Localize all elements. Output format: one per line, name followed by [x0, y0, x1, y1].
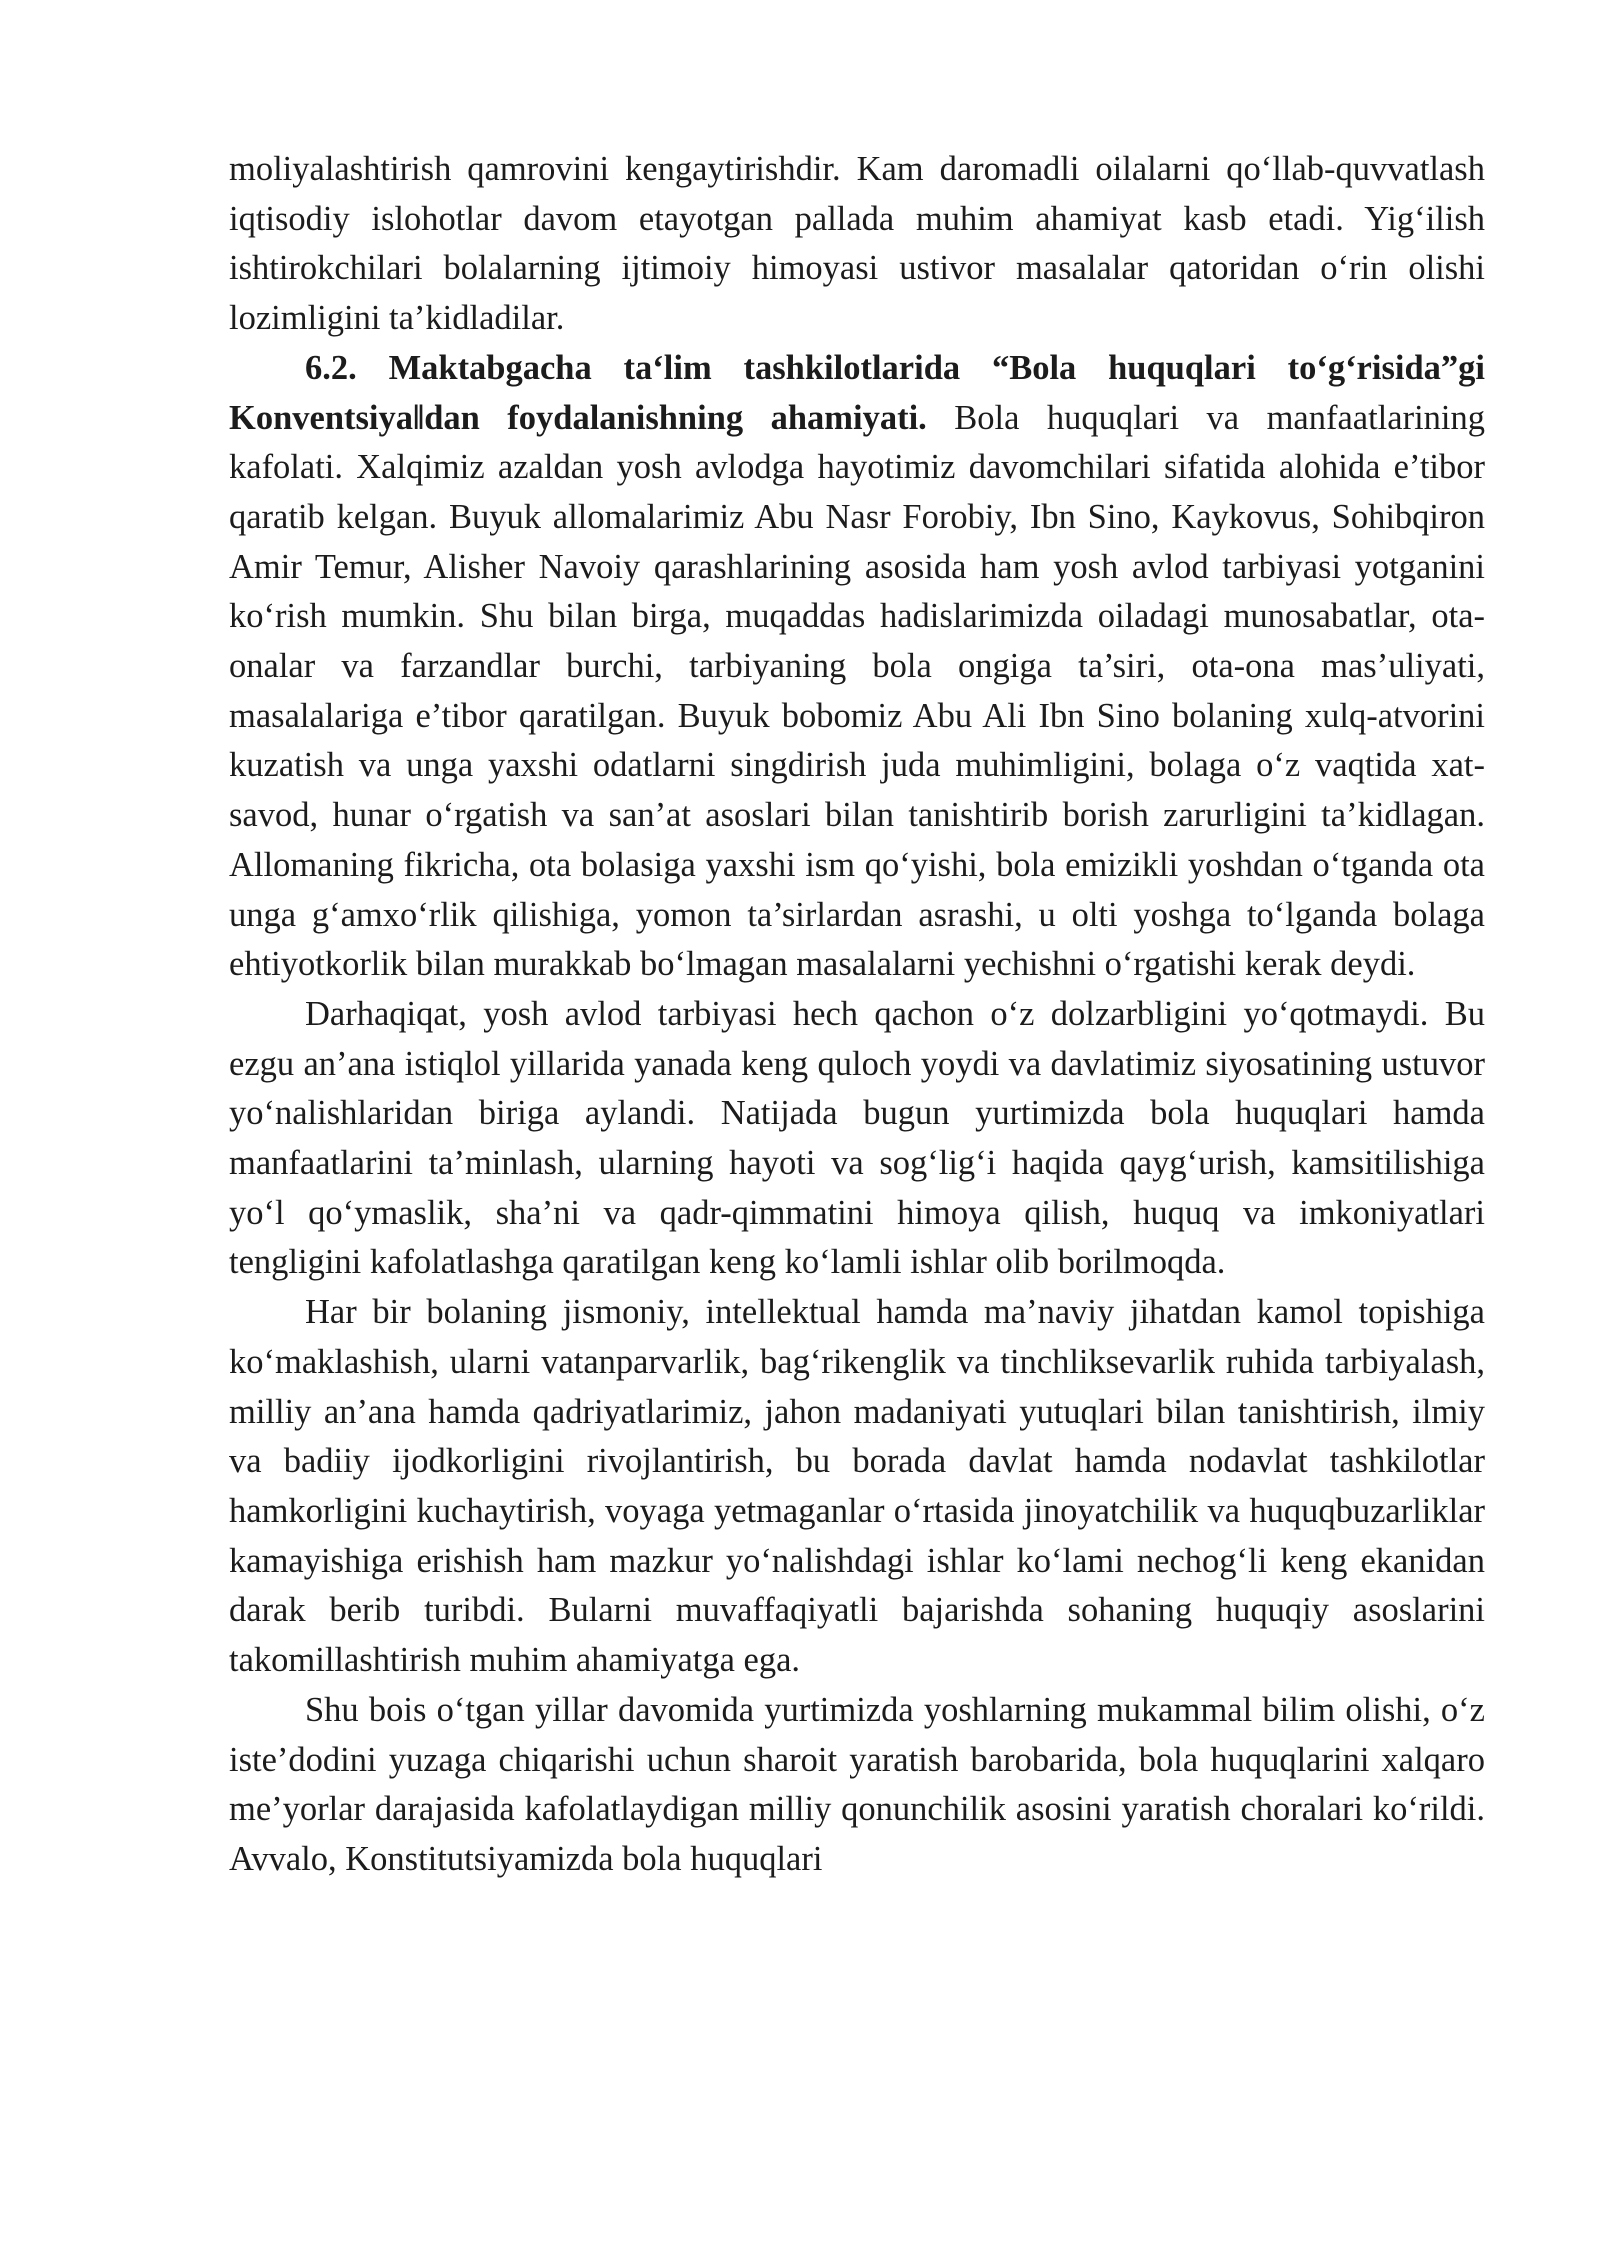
body-text — [229, 145, 1485, 1885]
paragraph-1 — [229, 145, 1485, 344]
paragraph-5-text: Shu bois o‘tgan yillar davomida yurtimizda yoshlarning mukammal bilim olishi, o‘z iste’dodini yuzaga chiqarishi uchun sharoit yaratish barobarida, bola huquqlarini xalqaro me’yorlar darajasida kafolatlaydigan milliy qonunchilik asosini yaratish choralari ko‘rildi. Avvalo, Konstitutsiyamizda bola huquqlari — [229, 1690, 1485, 1878]
paragraph-4 — [229, 1288, 1485, 1686]
paragraph-2 — [229, 344, 1485, 990]
section-heading: 6.2. Maktabgacha ta‘lim tashkilotlarida “Bola huquqlari to‘g‘risida”gi Konventsiya‖dan foydalanishning ahamiyati. — [229, 348, 1485, 437]
paragraph-1-text: moliyalashtirish qamrovini kengaytirishdir. Kam daromadli oilalarni qo‘llab-quvvatlash iqtisodiy islohotlar davom etayotgan pallada muhim ahamiyat kasb etadi. Yig‘ilish ishtirokchilari bolalarning ijtimoiy himoyasi ustivor masalalar qatoridan o‘rin olishi lozimligini ta’kidladilar. — [229, 150, 1485, 338]
paragraph-2-text: Bola huquqlari va manfaatlarining kafolati. Xalqimiz azaldan yosh avlodga hayotimiz davomchilari sifatida alohida e’tibor qaratib kelgan. Buyuk allomalarimiz Abu Nasr Forobiy, Ibn Sino, Kaykovus, Sohibqiron Amir Temur, Alisher Navoiy qarashlarining asosida ham yosh avlod tarbiyasi yotganini ko‘rish mumkin. Shu bilan birga, muqaddas hadislarimizda oiladagi munosabatlar, ota-onalar va farzandlar burchi, tarbiyaning bola ongiga ta’siri, ota-ona mas’uliyati, masalalariga e’tibor qaratilgan. Buyuk bobomiz Abu Ali Ibn Sino bolaning xulq-atvorini kuzatish va unga yaxshi odatlarni singdirish juda muhimligini, bolaga o‘z vaqtida xat-savod, hunar o‘rgatish va san’at asoslari bilan tanishtirib borish zarurligini ta’kidlagan. Allomaning fikricha, ota bolasiga yaxshi ism qo‘yishi, bola emizikli yoshdan o‘tganda ota unga g‘amxo‘rlik qilishiga, yomon ta’sirlardan asrashi, u olti yoshga to‘lganda bolaga ehtiyotkorlik bilan murakkab bo‘lmagan masalalarni yechishni o‘rgatishi kerak deydi. — [229, 398, 1485, 984]
paragraph-3 — [229, 990, 1485, 1288]
paragraph-4-text: Har bir bolaning jismoniy, intellektual hamda ma’naviy jihatdan kamol topishiga ko‘maklashish, ularni vatanparvarlik, bag‘rikenglik va tinchliksevarlik ruhida tarbiyalash, milliy an’ana hamda qadriyatlarimiz, jahon madaniyati yutuqlari bilan tanishtirish, ilmiy va badiiy ijodkorligini rivojlantirish, bu borada davlat hamda nodavlat tashkilotlar hamkorligini kuchaytirish, voyaga yetmaganlar o‘rtasida jinoyatchilik va huquqbuzarliklar kamayishiga erishish ham mazkur yo‘nalishdagi ishlar ko‘lami nechog‘li keng ekanidan darak berib turibdi. Bularni muvaffaqiyatli bajarishda sohaning huquqiy asoslarini takomillashtirish muhim ahamiyatga ega. — [229, 1293, 1485, 1680]
paragraph-5 — [229, 1686, 1485, 1885]
paragraph-3-text: Darhaqiqat, yosh avlod tarbiyasi hech qachon o‘z dolzarbligini yo‘qotmaydi. Bu ezgu an’ana istiqlol yillarida yanada keng quloch yoydi va davlatimiz siyosatining ustuvor yo‘nalishlaridan biriga aylandi. Natijada bugun yurtimizda bola huquqlari hamda manfaatlarini ta’minlash, ularning hayoti va sog‘lig‘i haqida qayg‘urish, kamsitilishiga yo‘l qo‘ymaslik, sha’ni va qadr-qimmatini himoya qilish, huquq va imkoniyatlari tengligini kafolatlashga qaratilgan keng ko‘lamli ishlar olib borilmoqda. — [229, 994, 1485, 1282]
